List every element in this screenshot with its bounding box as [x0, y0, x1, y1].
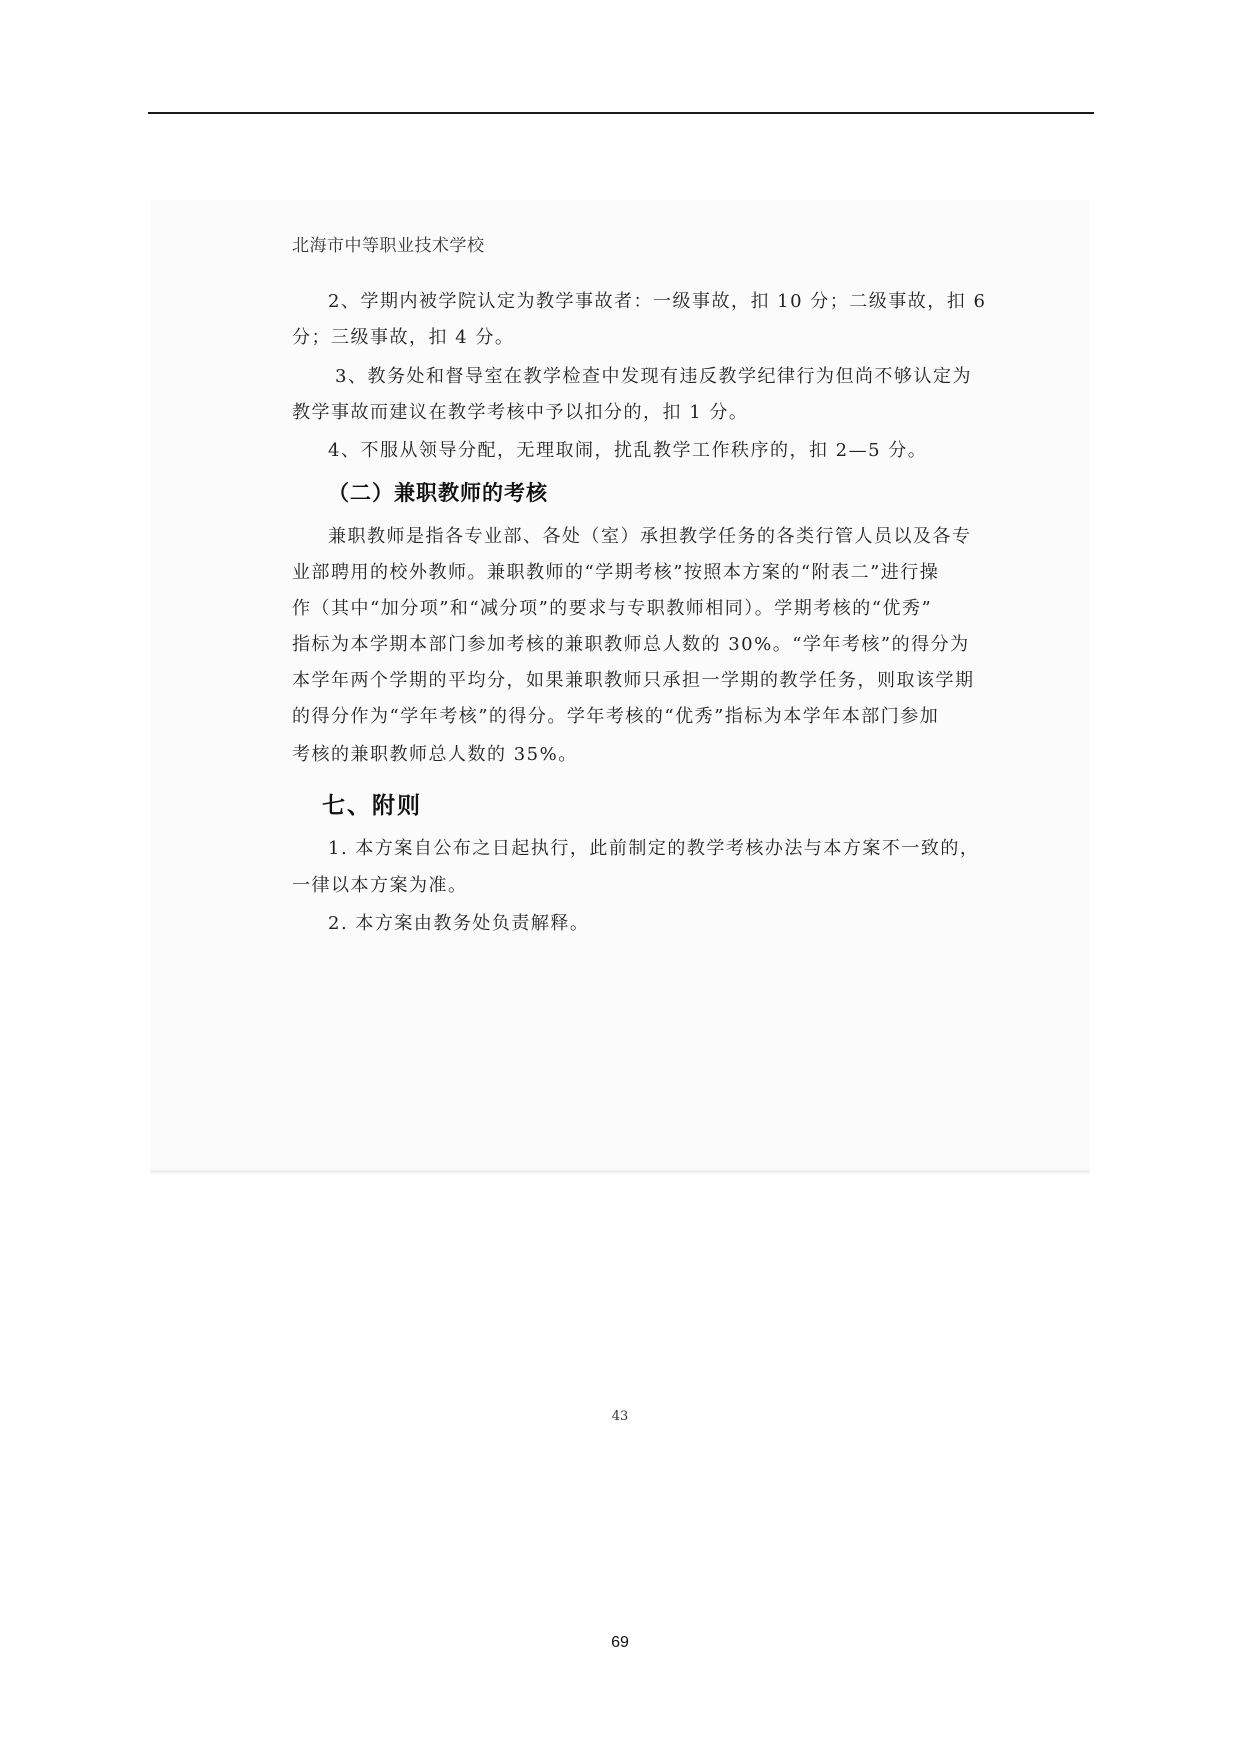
page-number: 69 — [611, 1634, 629, 1651]
penalty-item-3-line-1: 3、教务处和督导室在教学检查中发现有违反教学纪律行为但尚不够认定为 — [335, 366, 972, 387]
penalty-item-3-line-2: 教学事故而建议在教学考核中予以扣分的，扣 1 分。 — [292, 402, 749, 423]
appendix-section-heading: 七、附则 — [322, 793, 422, 819]
parttime-paragraph-line: 兼职教师是指各专业部、各处（室）承担教学任务的各类行管人员以及各专 — [328, 526, 972, 547]
parttime-paragraph-line: 的得分作为“学年考核”的得分。学年考核的“优秀”指标为本学年本部门参加 — [292, 706, 940, 727]
penalty-item-2-line-2: 分；三级事故，扣 4 分。 — [292, 327, 515, 348]
parttime-paragraph-line: 业部聘用的校外教师。兼职教师的“学期考核”按照本方案的“附表二”进行操 — [292, 562, 940, 583]
parttime-paragraph-line: 指标为本学期本部门参加考核的兼职教师总人数的 30%。“学年考核”的得分为 — [292, 634, 970, 655]
penalty-item-4: 4、不服从领导分配，无理取闹，扰乱教学工作秩序的，扣 2—5 分。 — [328, 440, 928, 461]
penalty-item-2-line-1: 2、学期内被学院认定为教学事故者：一级事故，扣 10 分；二级事故，扣 6 — [328, 291, 987, 312]
header-rule — [148, 112, 1094, 114]
scanned-page-edge — [150, 1170, 1090, 1173]
appendix-item-1-line-1: 1. 本方案自公布之日起执行，此前制定的教学考核办法与本方案不一致的， — [328, 838, 980, 859]
appendix-item-2: 2. 本方案由教务处负责解释。 — [328, 913, 590, 934]
parttime-paragraph-line: 作（其中“加分项”和“减分项”的要求与专职教师相同）。学期考核的“优秀” — [292, 598, 933, 619]
inner-page-number: 43 — [611, 1409, 629, 1424]
parttime-paragraph-line: 本学年两个学期的平均分，如果兼职教师只承担一学期的教学任务，则取该学期 — [292, 670, 975, 691]
parttime-paragraph-line: 考核的兼职教师总人数的 35%。 — [292, 744, 578, 765]
appendix-item-1-line-2: 一律以本方案为准。 — [292, 875, 468, 896]
parttime-section-heading: （二）兼职教师的考核 — [328, 481, 548, 505]
school-name-header: 北海市中等职业技术学校 — [292, 236, 485, 256]
